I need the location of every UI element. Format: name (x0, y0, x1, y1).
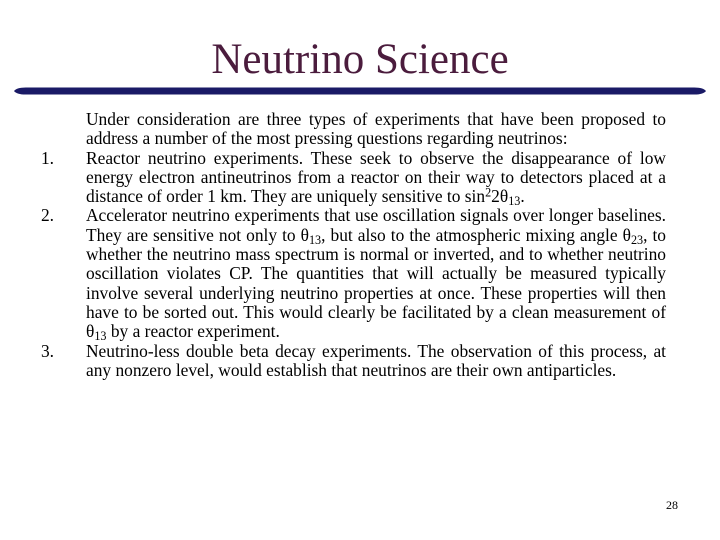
list-item-text: Reactor neutrino experiments. These seek to observe the disappearance of low energy electron antineutrinos from a reactor on their way to detectors placed at a distance of order 1 km. They are uniquely sensitive to sin (86, 147, 666, 207)
intro-paragraph: Under consideration are three types of experiments that have been proposed to address a number of the most pressing questions regarding neutrinos: (86, 109, 666, 149)
list-item (40, 205, 666, 344)
list-item-number: 1. (40, 147, 54, 168)
list-item-number: 3. (40, 340, 54, 361)
list-item-text: Neutrino-less double beta decay experiments. The observation of this process, at any nonzero level, would establish that neutrinos are their own antiparticles. (86, 340, 666, 380)
slide-title: Neutrino Science (211, 36, 509, 83)
page-number: 28 (666, 498, 678, 512)
list-item-text: . (520, 186, 525, 207)
title-underline (14, 86, 706, 96)
list-item-number: 2. (40, 205, 54, 226)
list-item (40, 340, 666, 381)
subscript-text: 13 (508, 194, 521, 209)
slide-body (40, 109, 666, 380)
supscript-text: 2 (485, 185, 492, 200)
subscript-text: 13 (94, 329, 107, 344)
subscript-text: 23 (630, 232, 644, 247)
experiment-list (40, 147, 666, 381)
list-item (40, 147, 666, 209)
list-item-text: 2θ (491, 186, 509, 207)
list-item-text: Accelerator neutrino experiments that use oscillation signals over longer baselines. They are sensitive not only to θ (86, 205, 666, 245)
list-item-text: by a reactor experiment. (106, 321, 280, 342)
list-item-text: , but also to the atmospheric mixing angle θ (321, 224, 631, 245)
list-item-text: , to whether the neutrino mass spectrum is normal or inverted, and to whether neutrino oscillation violates CP. The quantities that will actually be measured typically involve several underlying neutrino properties at once. These properties will then have to be sorted out. This would clearly be facilitated by a clean measurement of θ (86, 224, 666, 342)
subscript-text: 13 (308, 232, 322, 247)
